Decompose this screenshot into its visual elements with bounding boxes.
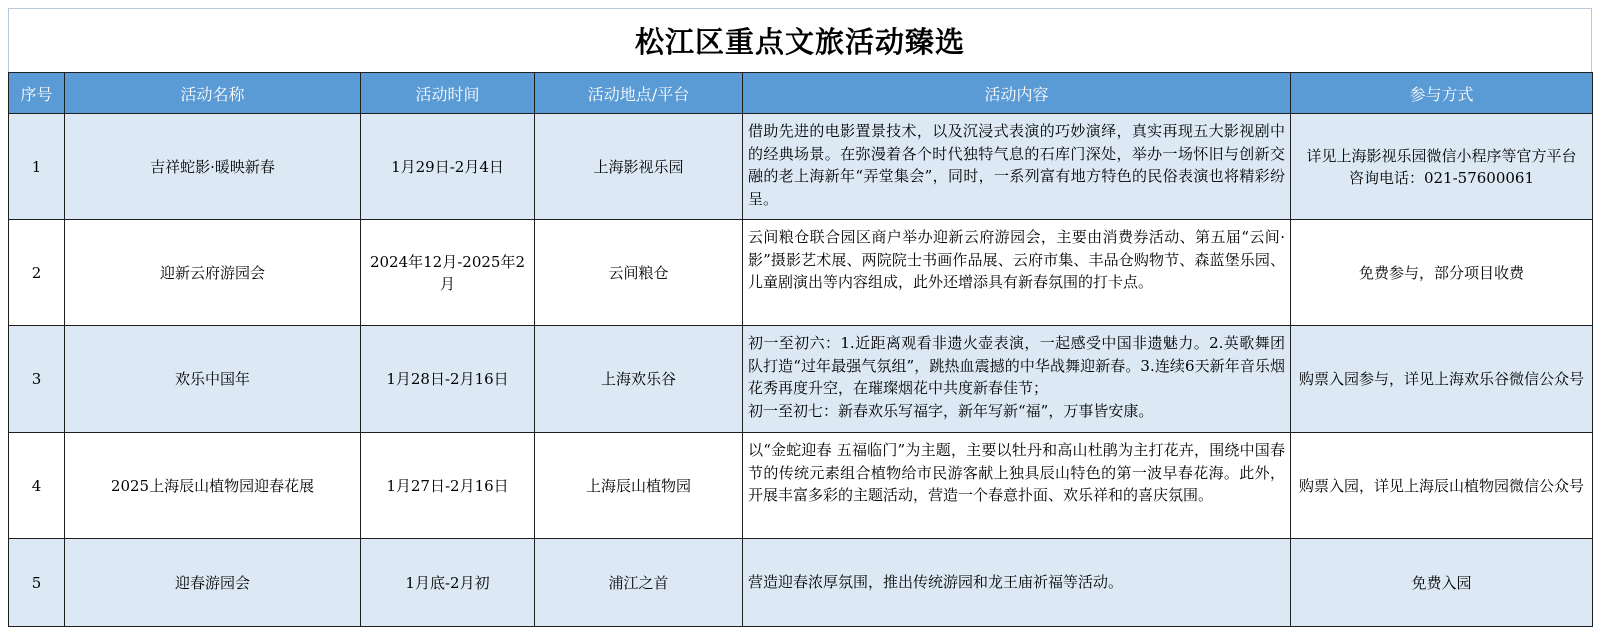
cell-name[interactable]: 迎新云府游园会 <box>65 220 361 326</box>
header-row <box>9 73 1593 114</box>
cell-place[interactable]: 上海影视乐园 <box>535 114 743 220</box>
cell-place[interactable]: 云间粮仓 <box>535 220 743 326</box>
header-place[interactable]: 活动地点/平台 <box>535 73 743 114</box>
cell-join-phone: 咨询电话：021-57600061 <box>1348 168 1535 187</box>
cell-no[interactable]: 2 <box>9 220 65 326</box>
header-join[interactable]: 参与方式 <box>1291 73 1593 114</box>
cell-time[interactable] <box>361 220 535 326</box>
cell-name[interactable]: 2025上海辰山植物园迎春花展 <box>65 433 361 539</box>
cell-join[interactable] <box>1291 220 1593 326</box>
table-row <box>9 433 1593 539</box>
activity-table <box>8 72 1593 627</box>
cell-no[interactable]: 3 <box>9 326 65 433</box>
cell-join-line: 购票入园，详见上海辰山植物园微信公众号 <box>1298 476 1584 495</box>
cell-content[interactable] <box>743 114 1291 220</box>
table-row <box>9 220 1593 326</box>
header-time[interactable]: 活动时间 <box>361 73 535 114</box>
spreadsheet <box>8 8 1592 638</box>
cell-join[interactable] <box>1291 326 1593 433</box>
cell-place[interactable]: 上海欢乐谷 <box>535 326 743 433</box>
cell-time[interactable]: 1月底-2月初 <box>361 539 535 627</box>
cell-name[interactable]: 吉祥蛇影·暖映新春 <box>65 114 361 220</box>
sheet-title[interactable]: 松江区重点文旅活动臻选 <box>8 8 1592 72</box>
cell-join[interactable] <box>1291 433 1593 539</box>
cell-join-line: 免费入园 <box>1411 573 1472 592</box>
header-name[interactable]: 活动名称 <box>65 73 361 114</box>
cell-content-text: 云间粮仓联合园区商户举办迎新云府游园会，主要由消费券活动、第五届“云间·影”摄影艺术展、两院院士书画作品展、云府市集、丰品仓购物节、森蓝堡乐园、儿童剧演出等内容组成，此外还增添具有新春氛围的打卡点。 <box>748 228 1285 291</box>
table-row <box>9 539 1593 627</box>
cell-join[interactable] <box>1291 114 1593 220</box>
cell-join-line: 购票入园参与，详见上海欢乐谷微信公众号 <box>1298 370 1584 388</box>
cell-name[interactable]: 迎春游园会 <box>65 539 361 627</box>
cell-content-part1: 初一至初六：1.近距离观看非遗火壶表演，一起感受中国非遗魅力。2.英歌舞团队打造“过年最强气氛组”，跳热血震撼的中华战舞迎新春。3.连续6天新年音乐烟花秀再度升空，在璀璨烟花中共度新春佳节； <box>748 334 1285 397</box>
cell-content-text: 以“金蛇迎春 五福临门”为主题，主要以牡丹和高山杜鹃为主打花卉，围绕中国春节的传统元素组合植物给市民游客献上独具辰山特色的第一波早春花海。此外，开展丰富多彩的主题活动，营造一个春意扑面、欢乐祥和的喜庆氛围。 <box>748 441 1285 504</box>
cell-content[interactable] <box>743 326 1291 433</box>
cell-time[interactable]: 1月28日-2月16日 <box>361 326 535 433</box>
cell-join-line: 免费参与，部分项目收费 <box>1358 263 1524 282</box>
cell-no[interactable]: 5 <box>9 539 65 627</box>
cell-content-text: 借助先进的电影置景技术，以及沉浸式表演的巧妙演绎，真实再现五大影视剧中的经典场景。在弥漫着各个时代独特气息的石库门深处，举办一场怀旧与创新交融的老上海新年“弄堂集会”，同时，一系列富有地方特色的民俗表演也将精彩纷呈。 <box>748 122 1285 208</box>
table-row <box>9 326 1593 433</box>
cell-content-text <box>743 326 1290 432</box>
cell-no[interactable]: 4 <box>9 433 65 539</box>
cell-content[interactable] <box>743 539 1291 627</box>
table-row <box>9 114 1593 220</box>
header-no[interactable]: 序号 <box>9 73 65 114</box>
cell-join[interactable] <box>1291 539 1593 627</box>
cell-place[interactable]: 上海辰山植物园 <box>535 433 743 539</box>
header-content[interactable]: 活动内容 <box>743 73 1291 114</box>
cell-content-text: 营造迎春浓厚氛围，推出传统游园和龙王庙祈福等活动。 <box>748 573 1124 592</box>
cell-time[interactable]: 1月27日-2月16日 <box>361 433 535 539</box>
cell-content[interactable] <box>743 433 1291 539</box>
cell-join-line: 详见上海影视乐园微信小程序等官方平台 <box>1306 146 1577 165</box>
cell-time[interactable]: 1月29日-2月4日 <box>361 114 535 220</box>
cell-no[interactable]: 1 <box>9 114 65 220</box>
cell-content-part2: 初一至初七：新春欢乐写福字，新年写新“福”，万事皆安康。 <box>748 401 1154 420</box>
cell-place[interactable]: 浦江之首 <box>535 539 743 627</box>
cell-time-text: 2024年12月-2025年2月 <box>369 252 526 293</box>
cell-content[interactable] <box>743 220 1291 326</box>
cell-name[interactable]: 欢乐中国年 <box>65 326 361 433</box>
